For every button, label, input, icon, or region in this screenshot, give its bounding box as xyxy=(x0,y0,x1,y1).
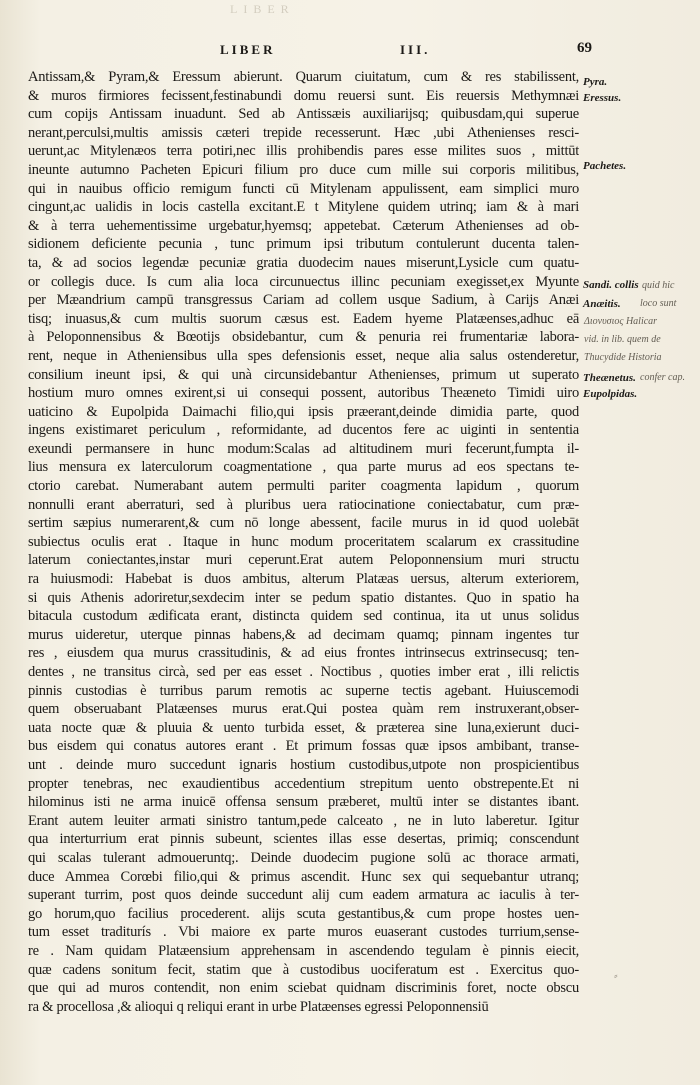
text-line: quæ cadens sonitum fecit, statim que à custodibus uociferatum est . Exercitus quo- xyxy=(28,961,579,978)
margin-note-theaenetus: Theænetus. xyxy=(583,372,636,384)
ink-mark: ⸗ xyxy=(614,970,618,982)
text-line: Antissam,& Pyram,& Eressum abierunt. Quarum ciuitatum, cum & res stabilissent, xyxy=(28,69,579,85)
text-line: subiectus oculis erat . Itaque in hunc modum proceritatem scalarum ex crassitudine xyxy=(28,533,579,550)
text-line: exeundi permansere in hunc modum:Scalas ad altitudinem muri fecerunt,fumpta il- xyxy=(28,440,579,457)
running-head-liber: LIBER xyxy=(220,42,276,57)
text-line: ingens existimaret periculum , reformidante, ad ducentos fere ac uiginti in sententia xyxy=(28,422,579,439)
bleed-through-text: LIBER xyxy=(230,2,295,16)
margin-note-pachetes: Pachetes. xyxy=(583,160,627,172)
text-line: unt . deinde muro succedunt ignaris hostium custodibus,utpote non prospicientibus xyxy=(28,756,579,773)
text-line: superant turrim, post quos deinde succedunt alij cum eadem armatura ac iaculis à ter- xyxy=(28,887,579,904)
text-line: & muros firmiores fecissent,festinabundi domu reuersi sunt. Eis reuersis Methymnæi xyxy=(28,87,579,104)
text-line: bitacula custodum ædificata erant, distincta quidem sed continua, ita ut unus solidus xyxy=(28,608,579,625)
handwritten-note: quid hic xyxy=(642,280,675,291)
margin-note-sandi-collis: Sandi. collis xyxy=(583,279,639,291)
text-line: que qui ad muros contendit, non enim sciebat quidnam discriminis foret, nocte obscu xyxy=(28,980,579,997)
text-line: bus eisdem qui conatus autores erant . Et primum fossas quæ ipsos ambibant, transe- xyxy=(28,738,579,755)
text-line: qua interturrium erat pinnis subeunt, scientes illas esse desertas, primiq; conscendunt xyxy=(28,831,579,848)
text-line: uaticino & Eupolpida Daimachi filio,qui ipsis præerant,deinde dimidia parte, quod xyxy=(28,403,579,420)
running-head xyxy=(220,42,520,60)
text-line: murus uideretur, uterque pinnas habens,& ad decimam quamq; pinnam ingentes tur xyxy=(28,626,579,643)
body-text xyxy=(28,68,579,1016)
text-line: & à terra uehementissime urgebatur,hyemsq; appetebat. Cæterum Athenienses ad ob- xyxy=(28,217,579,234)
text-line: or collegis duce. Is cum alia loca circunuectus illinc pecuniam exegisset,ex Myunte xyxy=(28,273,579,290)
margin-note-eressus: Eressus. xyxy=(583,92,622,104)
handwritten-note: Διονυσιος Halicar xyxy=(584,316,658,327)
text-line: hilominus isti ne arma inuicē offensa sensum præberet, multū inter se distantes ibant. xyxy=(28,794,579,811)
text-line: propter tenebras, nec exaudientibus accedentium strepitum uento obstrepente.Et ni xyxy=(28,775,579,792)
text-line: sertim sæpius numerarent,& cum nō longe abessent, facile murus in id quod uolebāt xyxy=(28,515,579,532)
text-line: per Mæandrium campū transgressus Cariam ad collem usque Sadium, à Carijs Anæi xyxy=(28,292,579,309)
text-line: hostium muro omnes exirent,si ui consequi possent, autoribus Theæneto Timidi uiro xyxy=(28,385,579,402)
text-line: uerunt,ac Mitylenæos terra potiri,nec illis prohibendis pares esse milites suos , mittūt xyxy=(28,143,579,160)
text-line: rent, neque in Atheniensibus ulla spes defensionis esset, neque alia salus ostenderetur, xyxy=(28,347,579,364)
text-line: nonnulli erant aberraturi, sed à pluribus uera ratiocinatione coniectabatur, cum præ- xyxy=(28,496,579,513)
text-line: qui in nauibus officio remigum functi cū Mitylenam appulissent, eam simplici muro xyxy=(28,180,579,197)
text-line: tum esset traditurís . Vbi maiore ex parte muros euaserant custodes turrium,sense- xyxy=(28,924,579,941)
text-line: duce Ammea Corœbi filio,qui & primus ascendit. Hunc sex qui sequebantur utranq; xyxy=(28,868,579,885)
handwritten-note: loco sunt xyxy=(640,298,677,309)
margin-note-pyra: Pyra. xyxy=(583,76,608,88)
text-line: cum copijs Antissam inuadunt. Sed ab Antissæis auxiliarijsq; quibusdam,qui superue xyxy=(28,106,579,123)
margin-note-anaitis: Anæitis. xyxy=(583,298,621,310)
text-line: Erant autem leuiter armati sinistro tantum,pede calceato , ne in luto laberetur. Igitur xyxy=(28,812,579,829)
text-line: sidionem deficiente pecunia , tunc primum ipsi tributum contulerunt ducenta talen- xyxy=(28,236,579,253)
text-line: quem obseruabant Platæenses murus erat.Qui postea quàm rem instruxerant,obser- xyxy=(28,701,579,718)
text-line: res , eiusdem qua murus crassitudinis, & ad eius frontes intrinsecus extrinsecusq; ten- xyxy=(28,645,579,662)
text-line: re . Nam quidam Platæensium apprehensam in ascendendo tegulam è pinnis eiecit, xyxy=(28,942,579,959)
text-line: lius mensura ex laterculorum coagmentatione , qua parte murus ad eos spectans te- xyxy=(28,459,579,476)
text-line: ineunte autumno Pacheten Epicuri filium pro duce cum mille sui corporis militibus, xyxy=(28,161,579,178)
text-line: cingunt,ac ualidis in locis castella excitant.E t Mitylene quidem utrinq; iam & à mari xyxy=(28,199,579,216)
handwritten-note: vid. in lib. quem de xyxy=(584,334,661,345)
text-line: dentes , ne transitus circà, sed per eas esset . Noctibus , quoties imber erat , illi relictis xyxy=(28,664,579,680)
page-number: 69 xyxy=(577,40,592,56)
text-line: qui scalas tulerant admoueruntq;. Deinde duodecim pugione solū ac thorace armati, xyxy=(28,849,579,866)
text-line: ta, & ad socios legendæ pecuniæ gratia duodecim naues miserunt,Lysicle cum quatu- xyxy=(28,254,579,271)
text-line: laterum coniectantes,instar muri ceperunt.Erat autem Peloponnensium muri structu xyxy=(28,552,579,569)
handwritten-note: Thucydide Historia xyxy=(584,352,662,363)
text-line: uata nocte quæ & pluuia & uento turbida esset, & præterea sine luna,exierunt duci- xyxy=(28,719,579,736)
text-line: ra & procellosa ,& alioqui q reliqui erant in urbe Platæenses egressi Peloponnensiū xyxy=(28,998,489,1015)
text-line: ra huiusmodi: Habebat is duos ambitus, alterum Platæas uersus, alterum exteriorem, xyxy=(28,571,579,588)
handwritten-note: confer cap. xyxy=(640,372,685,383)
text-line: ctorio carebat. Numerabant autem permulti pariter coagmenta lapidum , quorum xyxy=(28,478,579,495)
text-line: pinnis custodias è turribus parum remotis ac superne tectis agebant. Huiuscemodi xyxy=(28,682,579,699)
text-line: si quis Athenis adoriretur,sexdecim inter se pedum spatio distantes. Quo in spatio ha xyxy=(28,589,579,606)
margin-note-eupolpidas: Eupolpidas. xyxy=(583,388,638,400)
text-line: tisq; inuasus,& cum multis suorum cæsus est. Eadem hyeme Platæenses,adhuc eā xyxy=(28,310,579,327)
text-line: go horum,quo facilius procederent. alijs scuta gestantibus,& cum prope hostes uen- xyxy=(28,905,579,922)
running-head-book-number: III. xyxy=(400,42,431,57)
text-line: consilium ineunt ipsi, & qui unà circunsidebantur Athenienses, primum ut superato xyxy=(28,366,579,383)
text-line: nerant,perculsi,multis amissis cæteri trepide recesserunt. Hæc ,ubi Athenienses resci- xyxy=(28,124,579,141)
text-line: à Peloponnensibus & Bœotijs obsidebantur, cum & penuria rei frumentariæ labora- xyxy=(28,329,579,346)
